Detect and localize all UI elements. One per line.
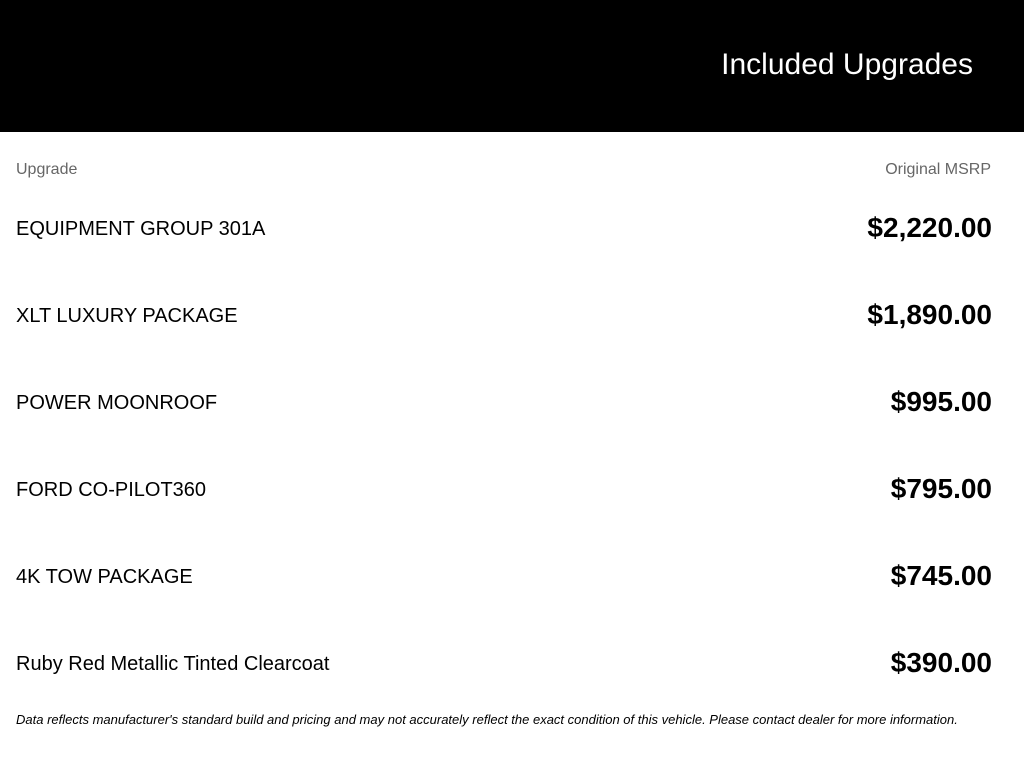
upgrade-row xyxy=(16,445,992,532)
page-title: Included Upgrades xyxy=(721,48,973,81)
header-bar xyxy=(0,0,1024,132)
upgrade-name: Ruby Red Metallic Tinted Clearcoat xyxy=(16,653,330,675)
upgrade-row xyxy=(16,619,992,706)
upgrade-name: FORD CO-PILOT360 xyxy=(16,479,207,501)
upgrade-price: $995.00 xyxy=(890,386,992,417)
upgrade-price: $1,890.00 xyxy=(867,299,992,330)
upgrade-name: POWER MOONROOF xyxy=(16,392,218,414)
upgrades-list xyxy=(16,184,992,706)
upgrade-name: 4K TOW PACKAGE xyxy=(16,566,193,588)
upgrade-price: $795.00 xyxy=(890,473,992,504)
column-header-msrp: Original MSRP xyxy=(885,161,991,178)
upgrade-name: EQUIPMENT GROUP 301A xyxy=(16,218,266,240)
upgrade-price: $2,220.00 xyxy=(867,212,992,243)
upgrade-price: $390.00 xyxy=(890,647,992,678)
upgrade-name: XLT LUXURY PACKAGE xyxy=(16,305,238,327)
upgrade-row xyxy=(16,271,992,358)
upgrade-price: $745.00 xyxy=(890,560,992,591)
upgrade-row xyxy=(16,532,992,619)
column-header-upgrade: Upgrade xyxy=(16,161,78,178)
upgrade-row xyxy=(16,184,992,271)
disclaimer-text: Data reflects manufacturer's standard build and pricing and may not accurately reflect the exact condition of this vehicle. Please contact dealer for more information. xyxy=(16,712,958,727)
upgrade-row xyxy=(16,358,992,445)
